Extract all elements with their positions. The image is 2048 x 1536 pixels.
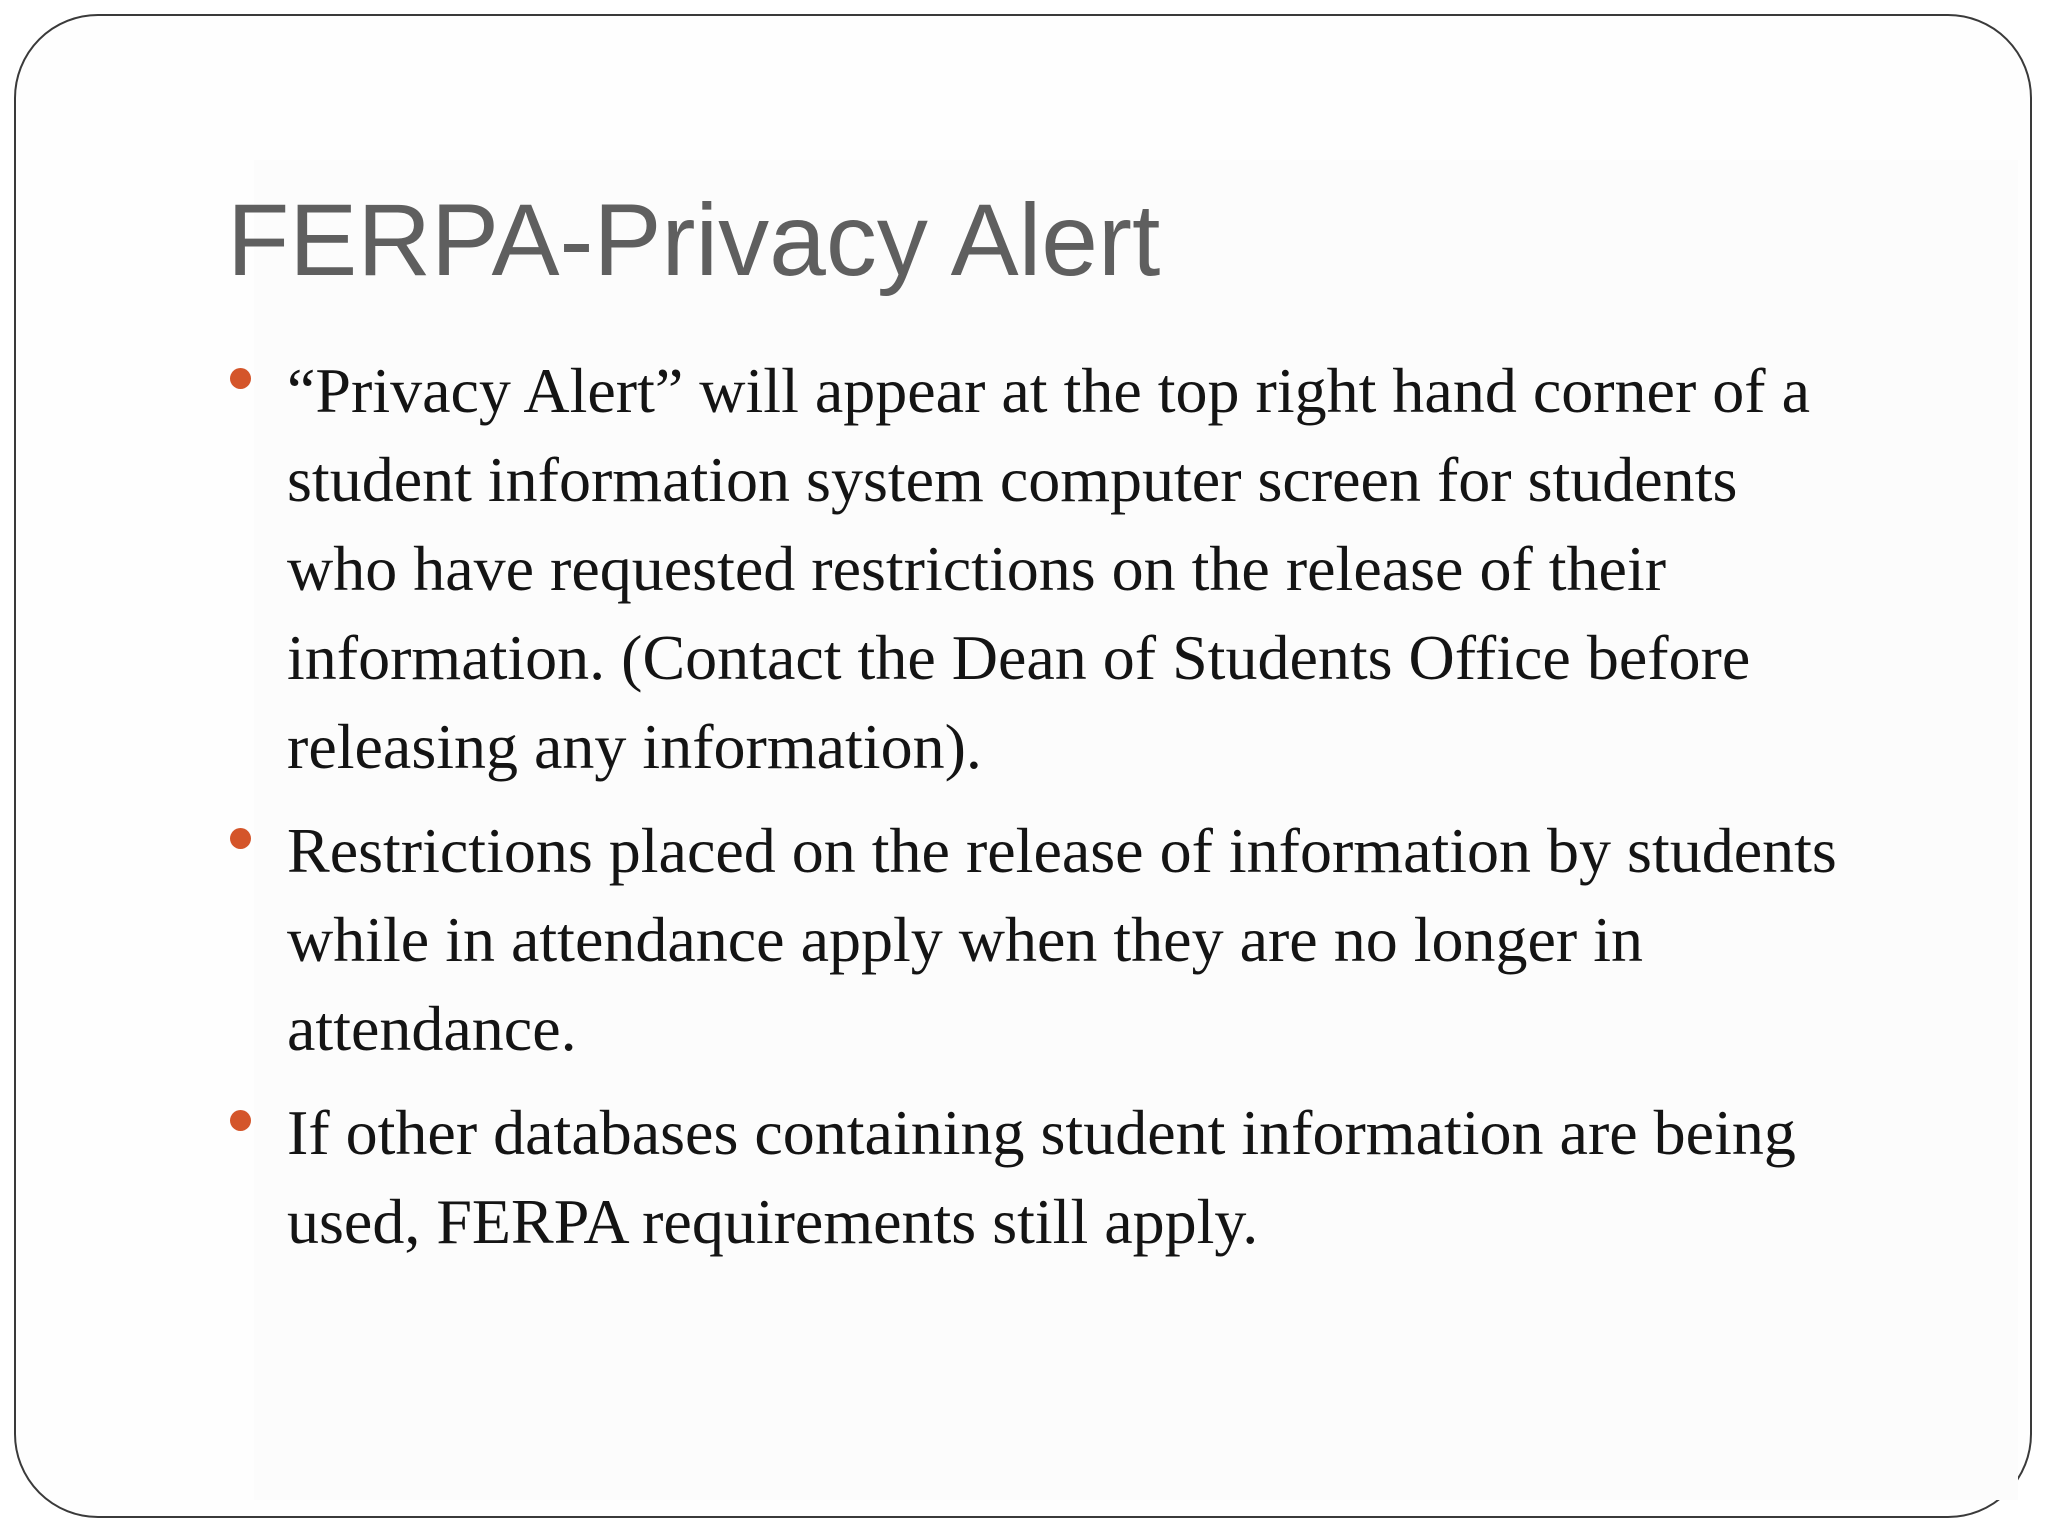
bullet-item-other-databases bbox=[227, 1088, 1927, 1266]
bullet-text-line: Restrictions placed on the release of information by students bbox=[287, 815, 1837, 886]
bullet-dot-icon bbox=[230, 828, 251, 849]
slide-title: FERPA-Privacy Alert bbox=[227, 183, 1161, 297]
bullet-text-line: student information system computer screen for students bbox=[287, 444, 1738, 515]
bullet-item-restrictions bbox=[227, 806, 1927, 1073]
bullet-list bbox=[227, 346, 1927, 1281]
bullet-text-line: “Privacy Alert” will appear at the top right hand corner of a bbox=[287, 355, 1810, 426]
bullet-text-line: If other databases containing student information are being bbox=[287, 1097, 1796, 1168]
bullet-item-privacy-alert bbox=[227, 346, 1927, 791]
bullet-text-line: attendance. bbox=[287, 993, 577, 1064]
bullet-text-line: used, FERPA requirements still apply. bbox=[287, 1186, 1259, 1257]
bullet-text-line: while in attendance apply when they are no longer in bbox=[287, 904, 1643, 975]
bullet-text-line: information. (Contact the Dean of Students Office before bbox=[287, 622, 1751, 693]
bullet-dot-icon bbox=[230, 368, 251, 389]
bullet-text-line: releasing any information). bbox=[287, 711, 982, 782]
bullet-dot-icon bbox=[230, 1110, 251, 1131]
bullet-text-line: who have requested restrictions on the release of their bbox=[287, 533, 1667, 604]
